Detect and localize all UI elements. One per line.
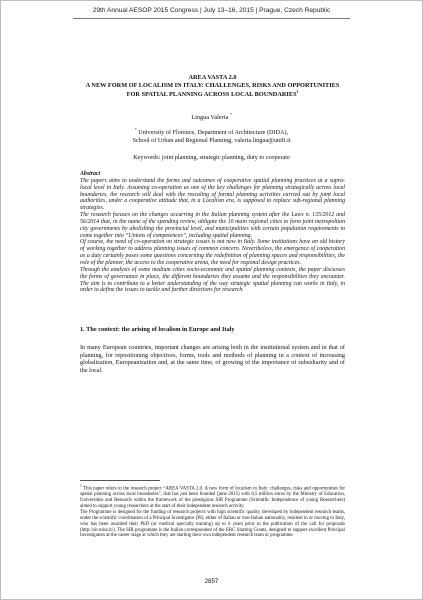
title-line-2: A NEW FORM OF LOCALISM IN ITALY: CHALLENGES, RISKS AND OPPORTUNITIES bbox=[85, 81, 340, 89]
page-number: 2857 bbox=[204, 578, 219, 585]
abstract-paragraph: Of course, the need of co-operation on strategic issues is not new in Italy. Some institutions have an old history of working together to address planning issues of common concern. Nevertheless, the emergence of cooperation as a duty certainly poses some questions concerning the redefinition of planning spaces and responsibilities, the role of the planner, the access to the cooperative arena, the need for regional design practices. bbox=[80, 239, 345, 266]
body-paragraph: In many European countries, important changes are arising both in the institutional system and in that of planning, for repositioning objectives, forms, tools and methods of planning in a context of increasing globalization, Europeanization and, at the same time, of growing of the importance of subsidiarity and of the local. bbox=[80, 344, 345, 374]
keywords: Keywords: joint planning, strategic planning, duty to cooperate bbox=[133, 154, 290, 161]
section-body bbox=[80, 344, 345, 374]
footnote-paragraph: $^1$ This paper refers to the research project “AREA VASTA 2.0. A new form of localism in Italy: challenges, risks and opportunities for spatial planning across local boundaries”, that has just been founded (june 2015) with 8,5 million euros by the Ministry of Education, Universities and Research within the framework of the prestigious SIR Programme (Scientific Independence of young Researchers) aimed to support young researchers at the start of their independent research activity. bbox=[80, 484, 346, 510]
paper-title bbox=[80, 74, 345, 99]
abstract-paragraph: The papers aims to understand the forms and outcomes of cooperative spatial planning practices at a supra-local level in Italy. Assuming co-operation as one of the key challenges for planning strategically across local boundaries, the research will deal with the rescaling of formal planning activities carried out by joint local authorities, under a cooperative attitude that, in a Localism era, is supposed to replace sub-regional planning strategies. bbox=[80, 177, 345, 212]
header-rule bbox=[73, 18, 350, 19]
section-heading: 1. The context: the arising of localism in Europe and Italy bbox=[80, 326, 235, 333]
abstract-label: Abstract bbox=[80, 171, 101, 177]
footnote-rule bbox=[80, 480, 160, 481]
footnote-mark: 1 bbox=[80, 484, 82, 488]
author-mark: * bbox=[229, 113, 232, 117]
title-footnote-mark: 1 bbox=[296, 90, 299, 95]
footnote-paragraph: The Programme is designed for the funding of research projects with high scientific quality, developed by independent research teams, under the scientific coordination of a Principal Investigator (PI), either of Italian or non-Italian nationality, resident in or moving to Italy, who has been awarded their PhD (or medical specialty training) up to 6 years prior to the publication of the call for proposals (http://sir.miur.it/). The SIR programme is the Italian correspondent of the ERC Starting Grants, designed to support excellent Principal Investigators at the career stage at which they are starting their own independent research team or programme. bbox=[80, 509, 345, 539]
abstract bbox=[80, 171, 345, 294]
affiliation: * University of Florence, Department of Architecture (DIDA), School of Urban and Regional Planning, valeria.lingua@unifi.it bbox=[132, 128, 291, 145]
running-header: 29th Annual AESOP 2015 Congress | July 13–16, 2015 | Prague, Czech Republic bbox=[92, 7, 331, 14]
title-line-1: AREA VASTA 2.0 bbox=[188, 74, 237, 81]
abstract-paragraph: The research focuses on the changes occurring in the Italian planning system after the Laws n. 135/2012 and 56/2014 that, in the name of the spending review, obligate the 10 main regional cities to form joint metropolitan city governments by abolishing the provincial level, and municipalities with certain population requirements to come together into “Unions of competences”, including spatial planning. bbox=[80, 212, 345, 239]
footnote bbox=[80, 484, 345, 539]
affiliation-mark: * bbox=[134, 128, 137, 132]
title-line-3: FOR SPATIAL PLANNING ACROSS LOCAL BOUNDARIES$^1$ bbox=[126, 90, 299, 99]
abstract-paragraph: Through the analysis of some medium cities socio-economic and spatial planning contexts, the paper discusses the forms of governance in place, the different boundaries they assume and the responsibilities they encounter. The aim is to contribute to a better understanding of the way strategic spatial planning can works in Italy, in order to define the issues to tackle and further directions for research. bbox=[80, 266, 345, 294]
author-name: Lingua Valeria * bbox=[191, 113, 232, 122]
